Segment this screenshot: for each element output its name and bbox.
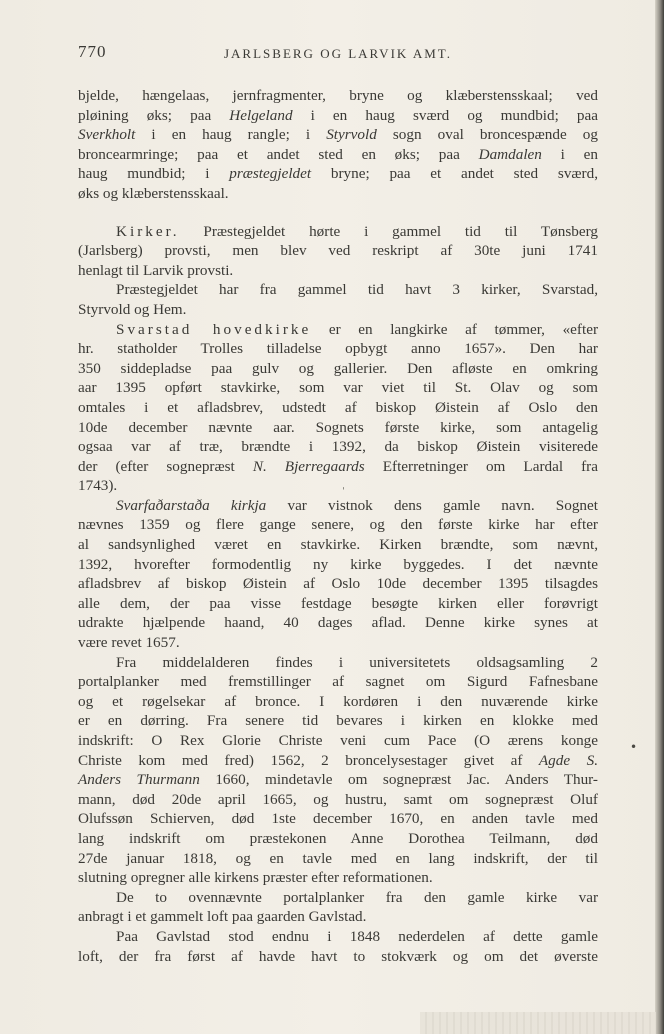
text-line: 1392, hvorefter formodentlig ny kirke byggedes. I det nævnte	[78, 555, 598, 573]
text-line: være revet 1657.	[78, 634, 180, 652]
page-bottom-edge	[420, 1012, 656, 1034]
text-line: Svarstad hovedkirke er en langkirke af tømmer, «efter	[116, 320, 598, 338]
page-number: 770	[78, 42, 107, 61]
text-line: ogsaa var af træ, brændte i 1392, da biskop Øistein visiterede	[78, 438, 598, 456]
page-right-edge-shadow	[655, 0, 664, 1034]
margin-dot-mark: •	[630, 740, 638, 754]
text-line: alle dem, der paa visse festdage besøgte kirken eller forøvrigt	[78, 594, 598, 612]
section-heading-kirker: Kirker.	[116, 222, 180, 240]
spaced-heading-svarstad: Svarstad hovedkirke	[116, 320, 312, 338]
text-line: Olufssøn Schierven, død 1ste december 1670, en anden tavle med	[78, 810, 598, 828]
text-line: Christe kom med fred) 1562, 2 broncelysestager givet af Agde S.	[78, 751, 598, 769]
text-line: Svarfaðarstaða kirkja var vistnok dens gamle navn. Sognet	[116, 496, 598, 514]
text-line: afladsbrev af biskop Øistein af Oslo 10de december 1395 tilsagdes	[78, 575, 598, 593]
text-line: er en dørring. Fra senere tid bevares i kirken en klokke med	[78, 712, 598, 730]
text-line: Paa Gavlstad stod endnu i 1848 nederdelen af dette gamle	[116, 927, 598, 945]
text-line: Styrvold og Hem.	[78, 300, 187, 318]
text-line: pløining øks; paa Helgeland i en haug sværd og mundbid; paa	[78, 106, 598, 124]
running-title: JARLSBERG OG LARVIK AMT.	[223, 46, 452, 61]
text-line: bjelde, hængelaas, jernfragmenter, bryne og klæberstensskaal; ved	[78, 87, 598, 104]
paragraph-gap	[78, 204, 598, 222]
text-line: De to ovennævnte portalplanker fra den gamle kirke var	[116, 888, 598, 906]
text-line: haug mundbid; i præstegjeldet bryne; paa et andet sted sværd,	[78, 165, 598, 183]
text-line: Kirker. Præstegjeldet hørte i gammel tid til Tønsberg	[116, 222, 598, 240]
text-line: Præstegjeldet har fra gammel tid havt 3 kirker, Svarstad,	[116, 281, 598, 299]
text-line: 10de december nævnte aar. Sognets første kirke, som antagelig	[78, 418, 598, 436]
text-line: der (efter sognepræst N. Bjerregaards Efterretninger om Lardal fra	[78, 457, 598, 475]
text-line: omtales i et afladsbrev, udstedt af biskop Øistein af Oslo den	[78, 398, 598, 416]
text-line: loft, der fra først af havde havt to stokværk og om det øverste	[78, 947, 598, 965]
text-line: indskrift: O Rex Glorie Christe veni cum Pace (O ærens konge	[78, 732, 598, 749]
text-line: Anders Thurmann 1660, mindetavle om sognepræst Jac. Anders Thur-	[78, 771, 598, 789]
text-line: mann, død 20de april 1665, og hustru, samt om sognepræst Oluf	[78, 790, 598, 808]
stray-ink-mark: ˌ	[342, 480, 345, 491]
text-line: 1743).	[78, 477, 118, 495]
text-line: henlagt til Larvik provsti.	[78, 261, 234, 279]
body-text	[78, 86, 598, 966]
text-line: Fra middelalderen findes i universitetets oldsagsamling 2	[116, 653, 598, 671]
page-header	[78, 42, 598, 66]
text-line: 27de januar 1818, og en tavle med en lang indskrift, der til	[78, 849, 598, 867]
text-line: 350 siddepladse paa gulv og gallerier. Den afløste en omkring	[78, 359, 598, 377]
text-line: hr. statholder Trolles tilladelse opbygt anno 1657». Den har	[78, 340, 598, 358]
text-line: anbragt i et gammelt loft paa gaarden Gavlstad.	[78, 908, 367, 926]
text-line: udrakte hjælpende haand, 40 dages aflad. Denne kirke synes at	[78, 614, 598, 632]
text-line: og et røgelsekar af bronce. I kordøren i den nuværende kirke	[78, 692, 598, 710]
text-line: (Jarlsberg) provsti, men blev ved reskript af 30te juni 1741	[78, 242, 598, 260]
text-line: øks og klæberstensskaal.	[78, 184, 229, 202]
text-line: aar 1395 opført stavkirke, som var viet til St. Olav og som	[78, 379, 598, 397]
text-line: portalplanker med fremstillinger af sagnet om Sigurd Fafnesbane	[78, 673, 598, 691]
text-line: broncearmringe; paa et andet sted en øks; paa Damdalen i en	[78, 145, 598, 163]
text-line: slutning opregner alle kirkens præster efter reformationen.	[78, 869, 433, 887]
text-line: Sverkholt i en haug rangle; i Styrvold sogn oval broncespænde og	[78, 126, 598, 144]
text-line: lang indskrift om præstekonen Anne Dorothea Teilmann, død	[78, 829, 598, 847]
text-line: nævnes 1359 og flere gange senere, og den første kirke har efter	[78, 516, 598, 534]
text-line: al sandsynlighed været en stavkirke. Kirken brændte, som nævnt,	[78, 536, 598, 554]
